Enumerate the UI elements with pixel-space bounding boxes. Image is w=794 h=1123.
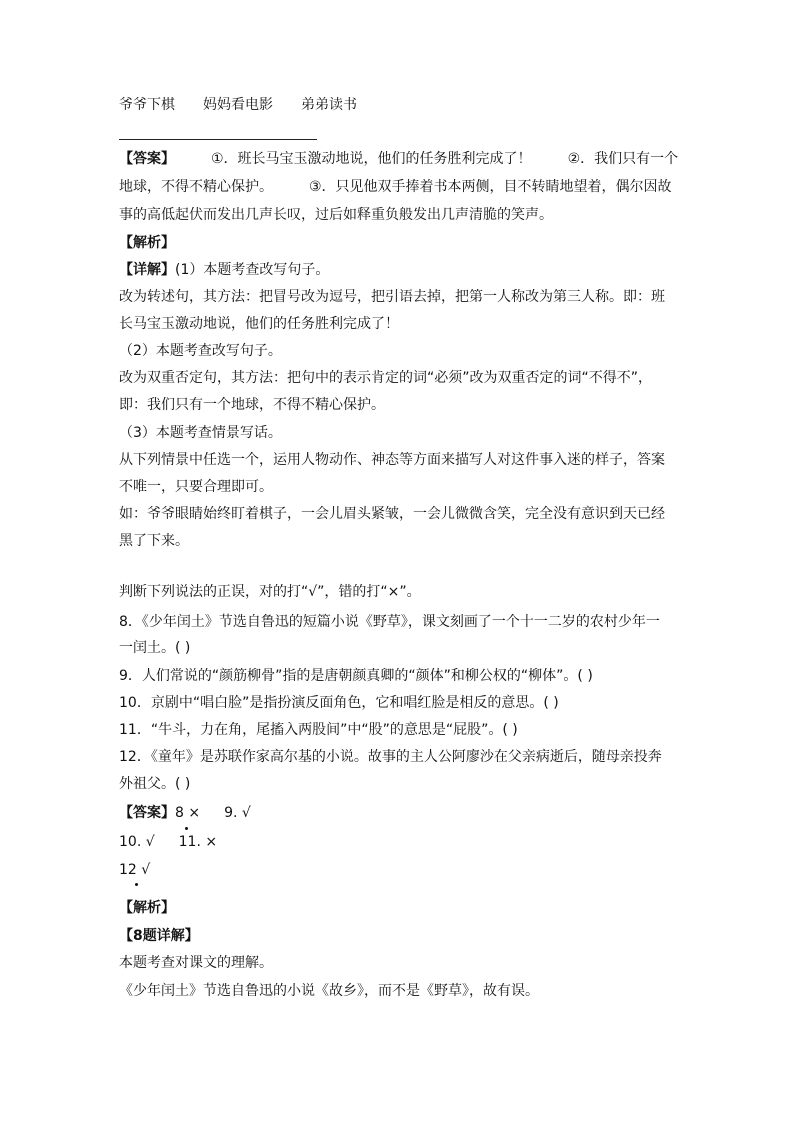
answer-3-end: 事的高低起伏而发出几声长叹，过后如释重负般发出几声清脆的笑声。 (119, 207, 553, 223)
analysis-2-tag: 【解析】 (119, 900, 175, 916)
answer-2-start: ②．我们只有一个 (567, 151, 679, 167)
q3-line-3: 如：爷爷眼睛始终盯着棋子，一会儿眉头紧皱，一会儿微微含笑，完全没有意识到天已经 (119, 506, 665, 522)
answer-3-start: ③．只见他双手捧着书本两侧，目不转睛地望着，偶尔因故 (309, 179, 672, 195)
activity-grandpa-chess: 爷爷下棋 (119, 97, 175, 113)
question-10: 10．京剧中“唱白脸”是指扮演反面角色，它和唱红脸是相反的意思。( ) (119, 695, 559, 711)
question-11: 11．“牛斗，力在角，尾搐入两股间”中“股”的意思是“屁股”。( ) (119, 722, 518, 738)
q8-detail-tag: 【8题详解】 (119, 928, 199, 944)
judge-instruction: 判断下列说法的正误，对的打“√”，错的打“×”。 (119, 584, 421, 600)
answers-line-1 (119, 803, 251, 823)
q8-detail-line-1: 本题考查对课文的理解。 (119, 955, 273, 971)
q3-line-2: 不唯一，只要合理即可。 (119, 479, 273, 495)
q2-line-1: 改为双重否定句，其方法：把句中的表示肯定的词“必须”改为双重否定的词“不得不”， (119, 370, 653, 386)
activity-mom-movie: 妈妈看电影 (203, 97, 273, 113)
answer-line-1 (119, 149, 678, 169)
answer-1: ①．班长马宝玉激动地说，他们的任务胜利完成了！ (211, 151, 532, 167)
question-12-line-1: 12．《童年》是苏联作家高尔基的小说。故事的主人公阿廖沙在父亲病逝后，随母亲投奔 (119, 749, 662, 765)
q3-line-4: 黑了下来。 (119, 533, 189, 549)
answer-11: 11. × (178, 834, 218, 850)
answer-8: 8 × (175, 805, 201, 821)
q1-title: (1）本题考查改写句子。 (175, 262, 330, 278)
answer-tag: 【答案】 (119, 151, 175, 167)
activities-line (119, 95, 357, 115)
q2-title: （2）本题考查改写句子。 (119, 343, 282, 359)
answer-underline (119, 139, 317, 140)
analysis-tag: 【解析】 (119, 235, 175, 251)
q1-line-2: 长马宝玉激动地说，他们的任务胜利完成了！ (119, 316, 399, 332)
answer-12: 12 √ (119, 862, 151, 878)
activity-brother-reading: 弟弟读书 (301, 97, 357, 113)
answer-line-2 (119, 177, 672, 197)
question-8-line-1: 8．《少年闰土》节选自鲁迅的短篇小说《野草》，课文刻画了一个十一二岁的农村少年一 (119, 614, 660, 630)
answer-2-end: 地球，不得不精心保护。 (119, 179, 273, 195)
q8-detail-line-2: 《少年闰土》节选自鲁迅的小说《故乡》，而不是《野草》，故有误。 (119, 983, 539, 999)
answers-tag: 【答案】 (119, 805, 175, 821)
question-8-line-2: 一闰土。( ) (119, 640, 191, 656)
answer-9: 9. √ (224, 805, 251, 821)
detail-tag: 【详解】 (119, 262, 175, 278)
detail-line (119, 260, 329, 280)
q3-title: （3）本题考查情景写话。 (119, 425, 282, 441)
answers-line-2 (119, 832, 217, 852)
question-9: 9．人们常说的“颜筋柳骨”指的是唐朝颜真卿的“颜体”和柳公权的“柳体”。( ) (119, 668, 593, 684)
answer-10: 10. √ (119, 834, 155, 850)
q3-line-1: 从下列情景中任选一个，运用人物动作、神态等方面来描写人对这件事入迷的样子，答案 (119, 452, 665, 468)
q1-line-1: 改为转述句，其方法：把冒号改为逗号，把引语去掉，把第一人称改为第三人称。即：班 (119, 289, 665, 305)
question-12-line-2: 外祖父。( ) (119, 776, 191, 792)
period-dot-mark (135, 883, 138, 886)
q2-line-2: 即：我们只有一个地球，不得不精心保护。 (119, 397, 385, 413)
period-dot-mark (185, 827, 188, 830)
